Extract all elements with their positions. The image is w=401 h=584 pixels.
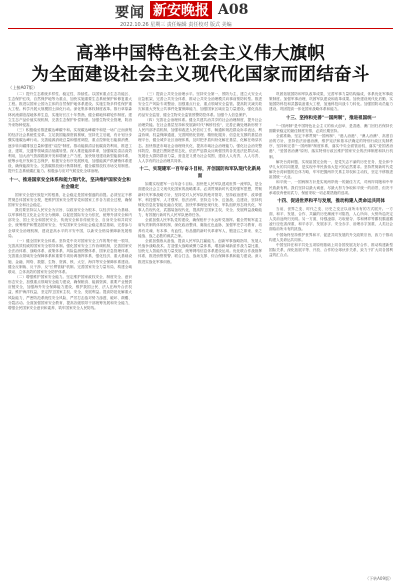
page-number: A08 (218, 2, 249, 18)
continued-on-note: （下转A09版） (365, 576, 393, 581)
headline-line-1: 高举中国特色社会主义伟大旗帜 (75, 44, 326, 64)
section-heading-13: 十三、坚持和完善"一国两制"，推进祖国统一 (285, 115, 377, 121)
masthead (0, 0, 401, 28)
section-heading-11: 十一、推进国家安全体系和能力现代化，坚决维护国家安全和社会稳定 (9, 177, 131, 190)
article-column-3: 巩固拓展国防和军队改革成果，完善军事力量结构编成，体系优化军事政策制度。加强军事治理，巩固军队建设和改革成果。加快建设现代化后勤，实施国防科技和武器装备重大工程，加速科技向战斗力转化。加强国防动员能力建设。巩固提高一体化国家战略体系和能力。 十三、坚持和完善"一国两制"，推进祖国统一 "一国两制"是中国特色社会主义的伟大创举，是香港、澳门回归后保持长期繁荣稳定的最佳制度安排，必须长期坚持。 全面准确、坚定不移贯彻"一国两制"、"港人治港"、"澳人治澳"、高度自治的方针，坚持依法治港治澳，维护宪法和基本法确定的特别行政区宪制秩序，坚持和完善"一国两制"制度体系，落实中央全面管治权，落实"爱国者治港"、"爱国者治澳"原则，落实特别行政区维护国家安全的法律制度和执行机制。 解决台湾问题、实现祖国完全统一，是党矢志不渝的历史任务，是全体中华儿女的共同愿望，是实现中华民族伟大复兴的必然要求。坚持贯彻新时代党解决台湾问题的总体方略，牢牢把握两岸关系主导权和主动权，坚定不移推进祖国统一大业。 和平统一、一国两制方针是实现两岸统一的最佳方式，对两岸同胞和中华民族最有利。我们坚持以最大诚意、尽最大努力争取和平统一的前景，但决不承诺放弃使用武力，保留采取一切必要措施的选项。 十四、促进世界和平与发展，推动构建人类命运共同体 当前，世界之变、时代之变、历史之变正以前所未有的方式展开。一方面，和平、发展、合作、共赢的历史潮流不可阻挡，人心所向、大势所趋决定人类前途终归光明。另一方面，恃强凌弱、巧取豪夺、零和博弈等霸权霸道霸凌行径危害深重，和平赤字、发展赤字、安全赤字、治理赤字加重，人类社会面临前所未有的挑战。 中国始终坚持维护世界和平、促进共同发展的外交政策宗旨，致力于推动构建人类命运共同体。 中国坚持在和平共处五项原则基础上同各国发展友好合作，推动构建新型国际关系，深化拓展平等、开放、合作的全球伙伴关系，致力于扩大同各国利益的汇合点。 (269, 92, 393, 258)
section-heading-14: 十四、促进世界和平与发展，推动构建人类命运共同体 (277, 198, 385, 204)
article-column-1: （二）提升生态系统多样性、稳定性、持续性。以国家重点生态功能区、生态保护红线、自然保护地等为重点，加快实施重要生态系统保护和修复重大工程。推进以国家公园为主体的自然保护地体系建设。实施生物多样性保护重大工程。科学开展大规模国土绿化行动。深化集体林权制度改革。推行草原森林河流湖泊湿地休养生息，实施好长江十年禁渔，健全耕地休耕轮作制度。建立生态产品价值实现机制，完善生态保护补偿制度。加强生物安全管理，防治外来物种侵害。 （三）积极稳妥推进碳达峰碳中和。实现碳达峰碳中和是一场广泛而深刻的经济社会系统性变革。立足我国能源资源禀赋，坚持先立后破，有计划分步骤实施碳达峰行动。完善能源消耗总量和强度调控，重点控制化石能源消费，逐步转向碳排放总量和强度"双控"制度。推动能源清洁低碳高效利用，推进工业、建筑、交通等领域清洁低碳转型。深入推进能源革命，加强煤炭清洁高效利用，加大油气资源勘探开发和增储上产力度，加快规划建设新型能源体系，统筹水电开发和生态保护，积极安全有序发展核电，加强能源产供储销体系建设，确保能源安全。完善碳排放统计核算制度，健全碳排放权市场交易制度。提升生态系统碳汇能力。积极参与应对气候变化全球治理。 十一、推进国家安全体系和能力现代化，坚决维护国家安全和社会稳定 国家安全是民族复兴的根基，社会稳定是国家强盛的前提。必须坚定不移贯彻总体国家安全观，把维护国家安全贯穿党和国家工作各方面全过程，确保国家安全和社会稳定。 我们要坚持以人民安全为宗旨、以政治安全为根本、以经济安全为基础、以军事科技文化社会安全为保障、以促进国际安全为依托，统筹外部安全和内部安全、国土安全和国民安全、传统安全和非传统安全、自身安全和共同安全，统筹维护和塑造国家安全，夯实国家安全和社会稳定基层基础，完善参与全球安全治理机制，建设更高水平的平安中国，以新安全格局保障新发展格局。 （一）健全国家安全体系。坚持党中央对国家安全工作的集中统一领导，完善高效权威的国家安全领导体制。强化国家安全工作协调机制，完善国家安全法治体系、战略体系、政策体系、风险监测预警体系、国家应急管理体系，完善重点领域安全保障体系和重要专项协调指挥体系，强化经济、重大基础设施、金融、网络、数据、生物、资源、核、太空、海洋等安全保障体系建设。健全反制裁、反干涉、反"长臂管辖"机制。完善国家安全力量布局，构建全域联动、立体高效的国家安全防护体系。 （二）增强维护国家安全能力。坚定维护国家政权安全、制度安全、意识形态安全，加强重点领域安全能力建设，确保粮食、能源资源、重要产业链供应链安全，加强海外安全保障能力建设，维护我国公民、法人在海外合法权益，维护海洋权益，坚定捍卫国家主权、安全、发展利益。提高防范化解重大风险能力，严密防范系统性安全风险，严厉打击敌对势力渗透、破坏、颠覆、分裂活动。全面加强国家安全教育，提高各级领导干部统筹发展和安全能力，增强全民国家安全意识和素养，筑牢国家安全人民防线。 (8, 92, 132, 310)
svg-text:新安晚报: 新安晚报 (153, 3, 209, 19)
section-name: 要闻 (115, 5, 145, 21)
newspaper-logo (150, 1, 212, 19)
masthead-meta: 2022.10.26 星期三 责任编辑 责任校对 版式 美编 (120, 22, 232, 28)
headline-line-2: 为全面建设社会主义现代化国家而团结奋斗 (31, 65, 370, 85)
section-heading-12: 十二、实现建军一百年奋斗目标，开创国防和军队现代化新局面 (139, 167, 261, 180)
article-column-2: （三）提高公共安全治理水平。坚持安全第一、预防为主，建立大安全大应急框架，完善公共安全体系，推动公共安全治理模式向事前预防转型。推进安全生产风险专项整治，加强重点行业、重点领域安全监管。提高防灾减灾救灾和重大突发公共事件处置保障能力，加强国家区域应急力量建设。强化食品药品安全监管，健全生物安全监管预警防控体系。加强个人信息保护。 （四）完善社会治理体系。健全共建共治共享的社会治理制度，提升社会治理效能。在社会基层坚持和发展新时代"枫桥经验"，完善正确处理新形势下人民内部矛盾机制，加强和改进人民信访工作，畅通和规范群众诉求表达、利益协调、权益保障通道，完善网格化管理、精细化服务、信息化支撑的基层治理平台，健全城乡社区治理体系，及时把矛盾纠纷化解在基层、化解在萌芽状态。加快推进市域社会治理现代化，提高市域社会治理能力。强化社会治安整体防控，推进扫黑除恶常态化，依法严惩群众反映强烈的各类违法犯罪活动。发展壮大群防群治力量，营造见义勇为社会氛围，建设人人有责、人人尽责、人人享有的社会治理共同体。 十二、实现建军一百年奋斗目标，开创国防和军队现代化新局面 如期实现建军一百年奋斗目标，加快把人民军队建成世界一流军队，是全面建设社会主义现代化国家的战略要求。必须贯彻新时代党的强军思想，贯彻新时代军事战略方针，坚持党对人民军队的绝对领导，坚持政治建军、改革强军、科技强军、人才强军、依法治军，坚持边斗争、边备战、边建设，坚持机械化信息化智能化融合发展，加快军事理论现代化、军队组织形态现代化、军事人员现代化、武器装备现代化，提高捍卫国家主权、安全、发展利益战略能力，有效履行新时代人民军队使命任务。 全面加强人民军队党的建设，确保枪杆子永远听党指挥。健全贯彻军委主席负责制的体制机制，深化政治整训，赓续红色血脉，加强军史学习教育，培养有灵魂、有本事、有血性、有品德的新时代革命军人，锻造召之即来、来之能战、战之必胜的威武之师。 全面加强练兵备战，提高人民军队打赢能力。创新军事战略指导，发展人民战争战略战术。打造强大战略威慑力量体系，增加新域新质作战力量比重，加快无人智能作战力量发展，统筹网络信息体系建设运用。优化联合作战指挥体系，推进侦察预警、联合打击、战场支撑、综合保障体系和能力建设。深入推进实战化军事训练。 (138, 92, 262, 264)
continued-note: （上接A07版） (8, 85, 38, 90)
masthead-rule (8, 28, 393, 29)
